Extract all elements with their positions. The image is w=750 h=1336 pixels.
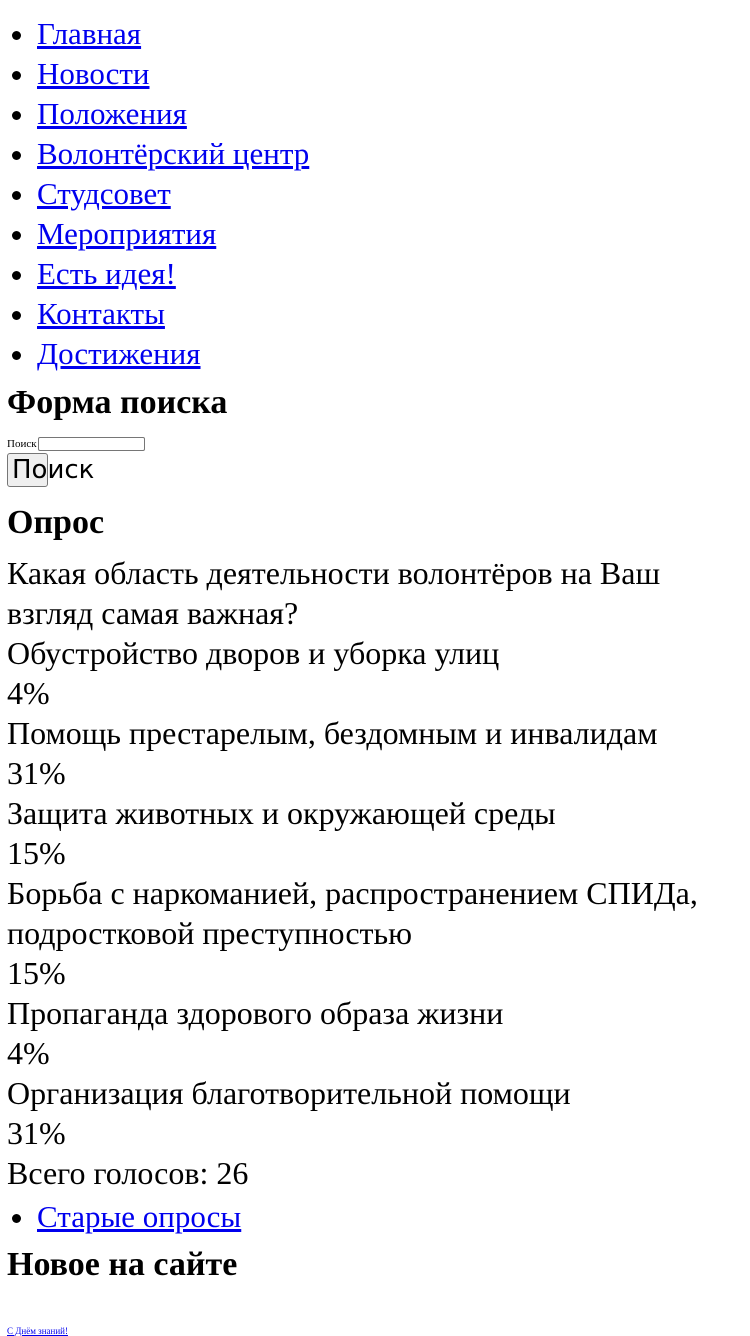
poll-answer-percent: 15%	[7, 955, 66, 991]
menu-item-student-council	[37, 174, 750, 214]
menu-link-ideas[interactable]: Есть идея!	[37, 256, 176, 291]
poll-answer-percent: 31%	[7, 1115, 66, 1151]
search-row	[7, 435, 750, 452]
menu-item-news	[37, 54, 750, 94]
search-label: Поиск	[7, 437, 37, 450]
news-first-link[interactable]: С Днём знаний!	[7, 1326, 68, 1336]
search-input[interactable]	[38, 437, 145, 451]
search-form	[0, 435, 750, 487]
menu-item-ideas	[37, 254, 750, 294]
search-form-title: Форма поиска	[7, 384, 228, 421]
menu-link-volunteer-center[interactable]: Волонтёрский центр	[37, 136, 310, 171]
menu-item-contacts	[37, 294, 750, 334]
menu-item-home	[37, 14, 750, 54]
menu-link-contacts[interactable]: Контакты	[37, 296, 165, 331]
menu-item-volunteer-center	[37, 134, 750, 174]
menu-item-events	[37, 214, 750, 254]
poll-answer-percent: 15%	[7, 835, 66, 871]
poll-answer-text: Организация благотворительной помощи	[7, 1075, 571, 1111]
poll-answer-text: Защита животных и окружающей среды	[7, 795, 556, 831]
poll-answer-percent: 31%	[7, 755, 66, 791]
menu-link-achievements[interactable]: Достижения	[37, 336, 201, 371]
old-polls-item	[37, 1197, 750, 1237]
menu-link-news[interactable]: Новости	[37, 56, 150, 91]
menu-link-regulations[interactable]: Положения	[37, 96, 187, 131]
poll-answer-percent: 4%	[7, 675, 50, 711]
poll-answer-text: Обустройство дворов и уборка улиц	[7, 635, 500, 671]
poll-total-votes: Всего голосов: 26	[7, 1155, 249, 1191]
menu-link-events[interactable]: Мероприятия	[37, 216, 217, 251]
poll-question: Какая область деятельности волонтёров на Ваш взгляд самая важная?	[7, 555, 661, 631]
poll	[0, 553, 727, 1193]
poll-answer-text: Помощь престарелым, бездомным и инвалидам	[7, 715, 658, 751]
main-menu	[0, 0, 750, 374]
old-polls-link[interactable]: Старые опросы	[37, 1199, 242, 1234]
poll-links	[0, 1197, 750, 1237]
poll-answer-text: Пропаганда здорового образа жизни	[7, 995, 504, 1031]
whats-new-title: Новое на сайте	[7, 1246, 238, 1283]
poll-title: Опрос	[7, 504, 105, 541]
menu-link-student-council[interactable]: Студсовет	[37, 176, 171, 211]
menu-item-regulations	[37, 94, 750, 134]
poll-answer-percent: 4%	[7, 1035, 50, 1071]
menu-link-home[interactable]: Главная	[37, 16, 142, 51]
poll-answer-text: Борьба с наркоманией, распространением СПИДа, подростковой преступностью	[7, 875, 698, 951]
search-button[interactable]: Поиск	[7, 453, 48, 487]
menu-item-achievements	[37, 334, 750, 374]
